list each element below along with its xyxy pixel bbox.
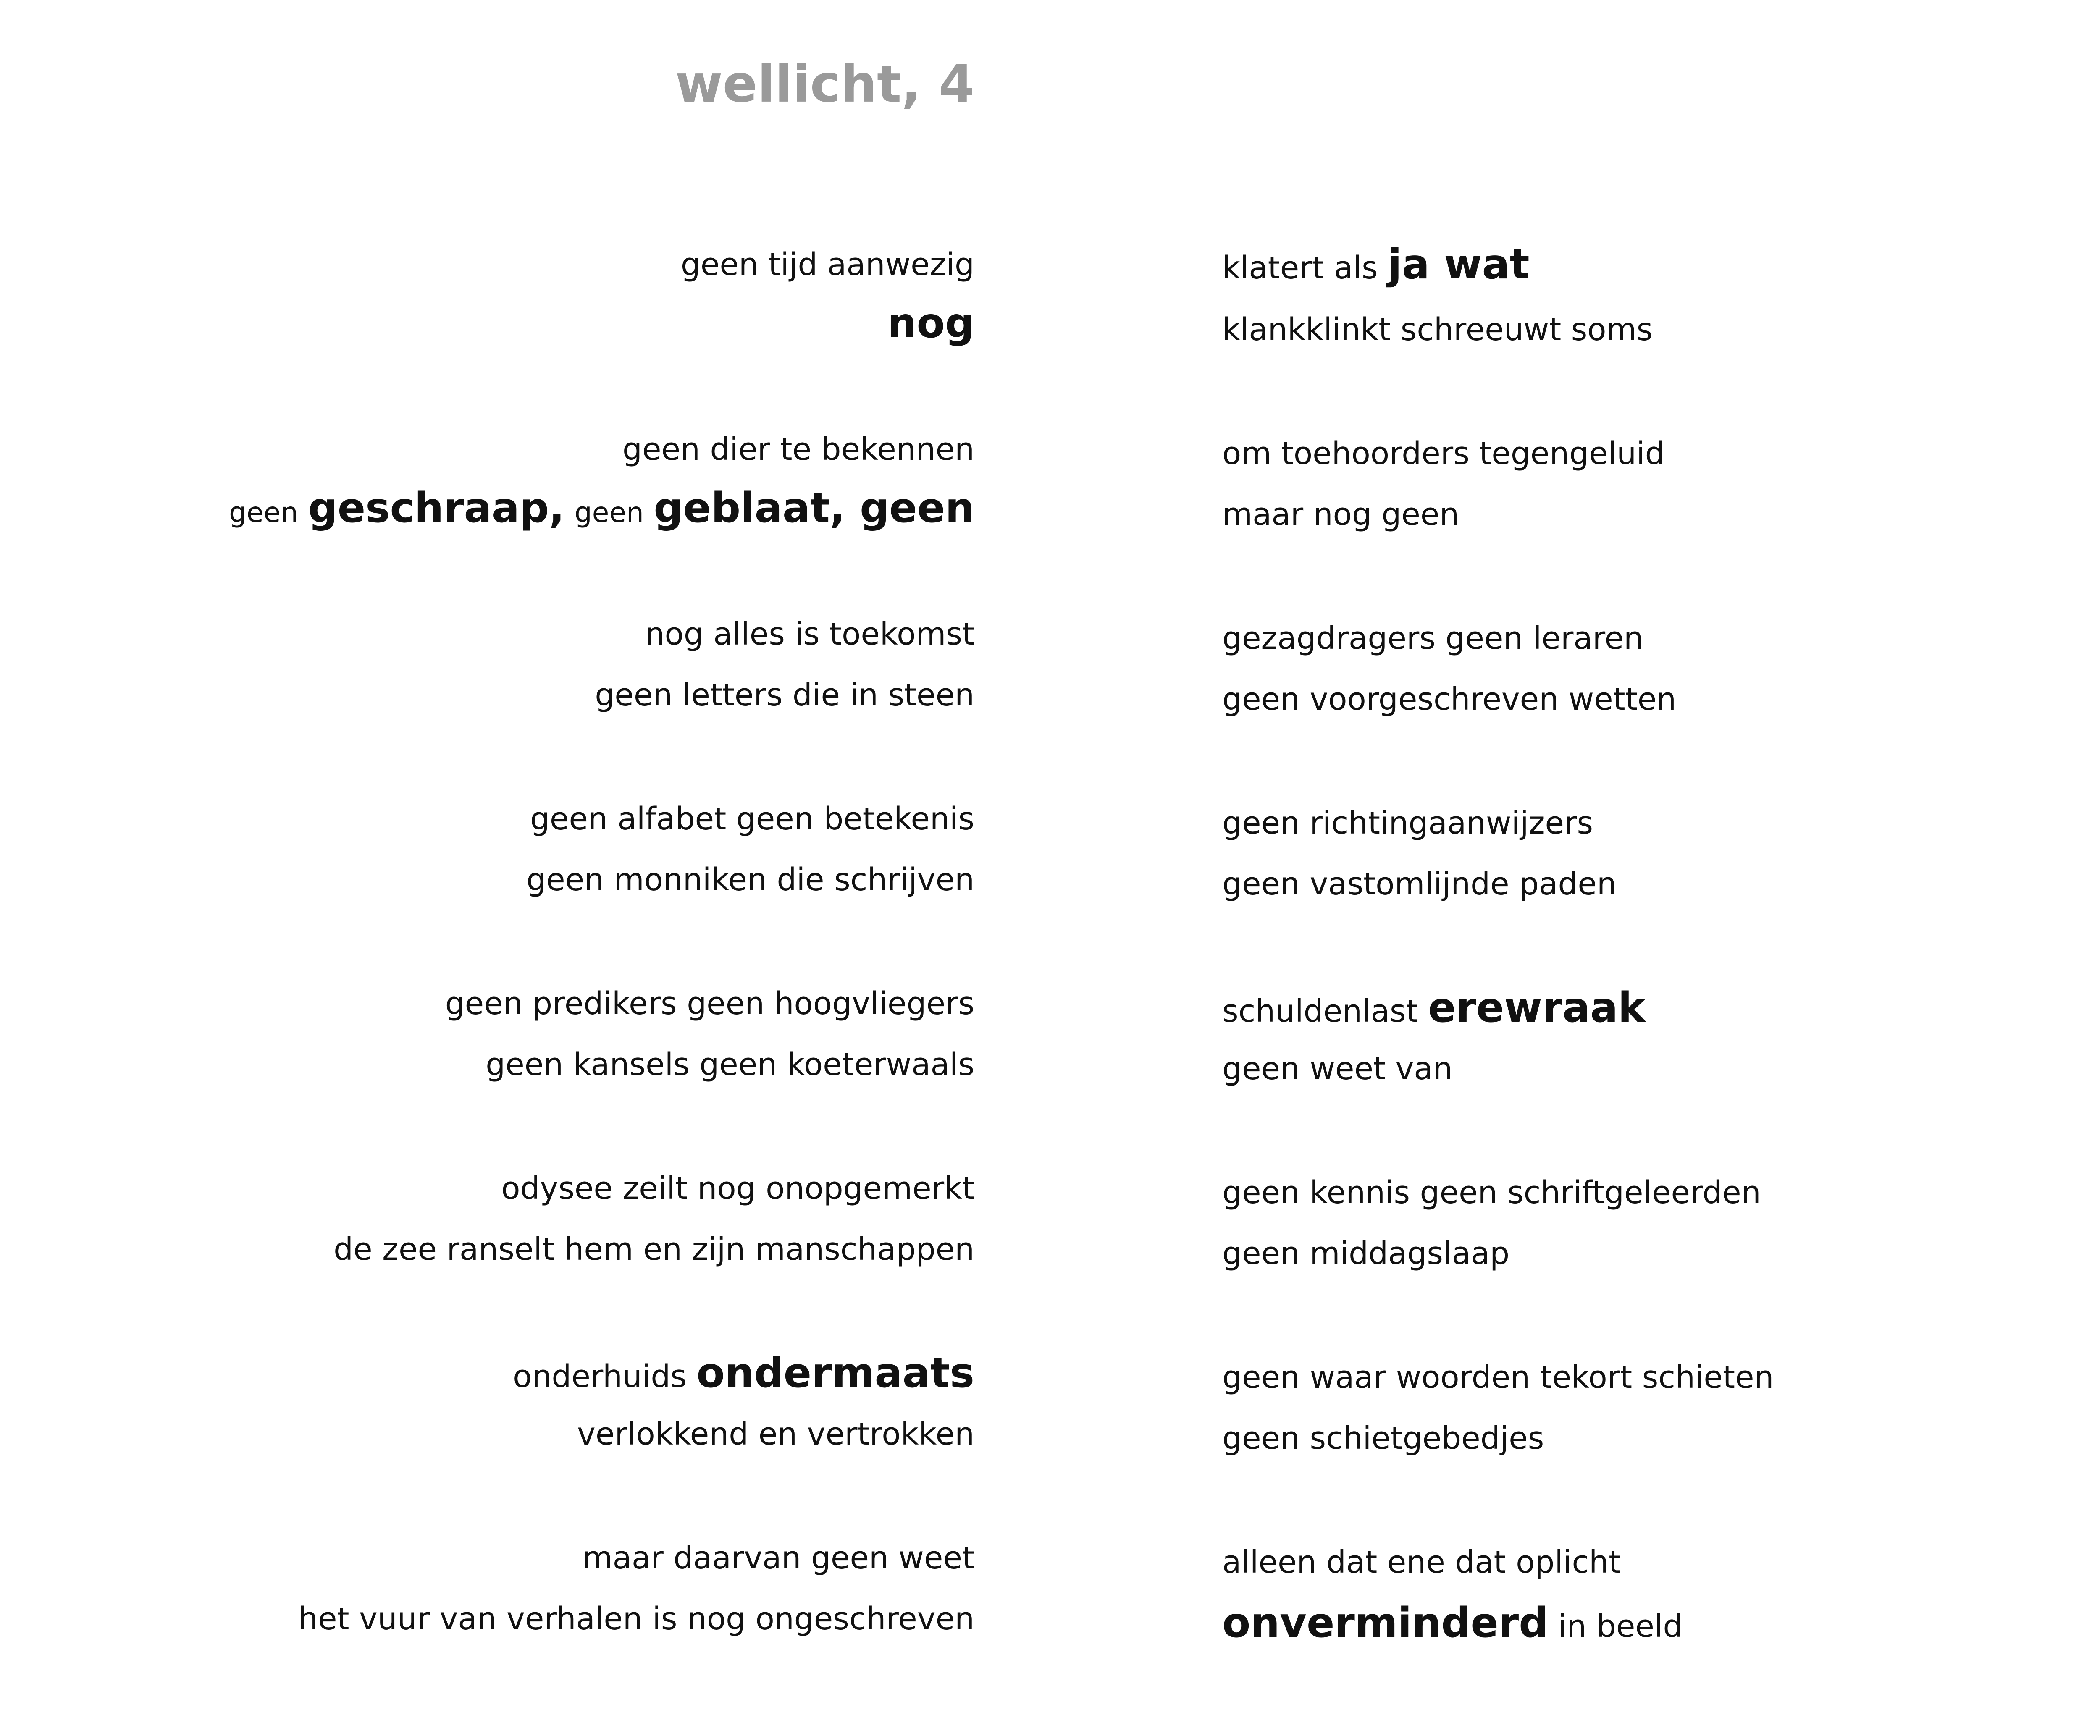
right-stanza-8-line-1: alleen dat ene dat oplicht [1222, 1544, 1621, 1580]
right-stanza-8-line-2 [1222, 1594, 2100, 1652]
right-stanza-5-line-2: geen weet van [1222, 1051, 1453, 1087]
right-stanza-4-line-2: geen vastomlijnde paden [1222, 866, 1617, 902]
left-stanza-4-line-1: geen alfabet geen betekenis [530, 801, 974, 837]
left-stanza-3-line-1: nog alles is toekomst [645, 616, 974, 652]
regular-word: schuldenlast [1222, 993, 1418, 1029]
regular-word: in beeld [1558, 1608, 1683, 1644]
left-stanza-7-line-2: verlokkend en vertrokken [577, 1416, 974, 1452]
right-stanza-4-line-1: geen richtingaanwijzers [1222, 805, 1593, 841]
left-stanza-1-line-2 [126, 294, 974, 353]
right-stanza-7-line-2: geen schietgebedjes [1222, 1420, 1544, 1456]
emphasized-word: nog [887, 299, 974, 347]
right-stanza-7-line-1: geen waar woorden tekort schieten [1222, 1359, 1774, 1395]
right-stanza-6-line-2: geen middagslaap [1222, 1235, 1510, 1272]
left-stanza-1-line-1: geen tijd aanwezig [680, 247, 974, 283]
left-stanza-2-line-1: geen dier te bekennen [622, 431, 974, 467]
emphasized-word: ja wat [1388, 241, 1530, 288]
poem-title: wellicht, 4 [675, 54, 974, 114]
emphasized-word: erewraak [1428, 984, 1646, 1032]
left-stanza-6-line-1: odysee zeilt nog onopgemerkt [501, 1170, 974, 1206]
right-stanza-1-line-1 [1222, 235, 2100, 294]
emphasized-word: geblaat, geen [654, 484, 974, 532]
left-stanza-8-line-1: maar daarvan geen weet [582, 1540, 974, 1576]
regular-word: klatert als [1222, 250, 1378, 286]
right-stanza-3-line-1: gezagdragers geen leraren [1222, 620, 1643, 656]
left-stanza-5-line-2: geen kansels geen koeterwaals [486, 1046, 974, 1083]
regular-word: geen [574, 496, 644, 529]
right-stanza-6-line-1: geen kennis geen schriftgeleerden [1222, 1175, 1761, 1211]
right-stanza-2-line-2: maar nog geen [1222, 496, 1460, 532]
left-stanza-6-line-2: de zee ranselt hem en zijn manschappen [333, 1231, 974, 1267]
right-stanza-1-line-2: klankklinkt schreeuwt soms [1222, 312, 1653, 348]
right-stanza-2-line-1: om toehoorders tegengeluid [1222, 435, 1665, 472]
right-stanza-3-line-2: geen voorgeschreven wetten [1222, 681, 1677, 717]
left-stanza-3-line-2: geen letters die in steen [595, 677, 974, 713]
left-stanza-2-line-2 [126, 479, 974, 538]
left-stanza-7-line-1 [126, 1344, 974, 1403]
left-stanza-4-line-2: geen monniken die schrijven [526, 862, 974, 898]
regular-word: onderhuids [513, 1358, 687, 1395]
emphasized-word: geschraap, [308, 484, 565, 532]
regular-word: geen [229, 496, 299, 529]
left-stanza-8-line-2: het vuur van verhalen is nog ongeschreven [298, 1601, 974, 1637]
emphasized-word: onverminderd [1222, 1599, 1549, 1647]
right-stanza-5-line-1 [1222, 978, 2100, 1037]
emphasized-word: ondermaats [696, 1349, 974, 1397]
left-stanza-5-line-1: geen predikers geen hoogvliegers [445, 986, 974, 1022]
